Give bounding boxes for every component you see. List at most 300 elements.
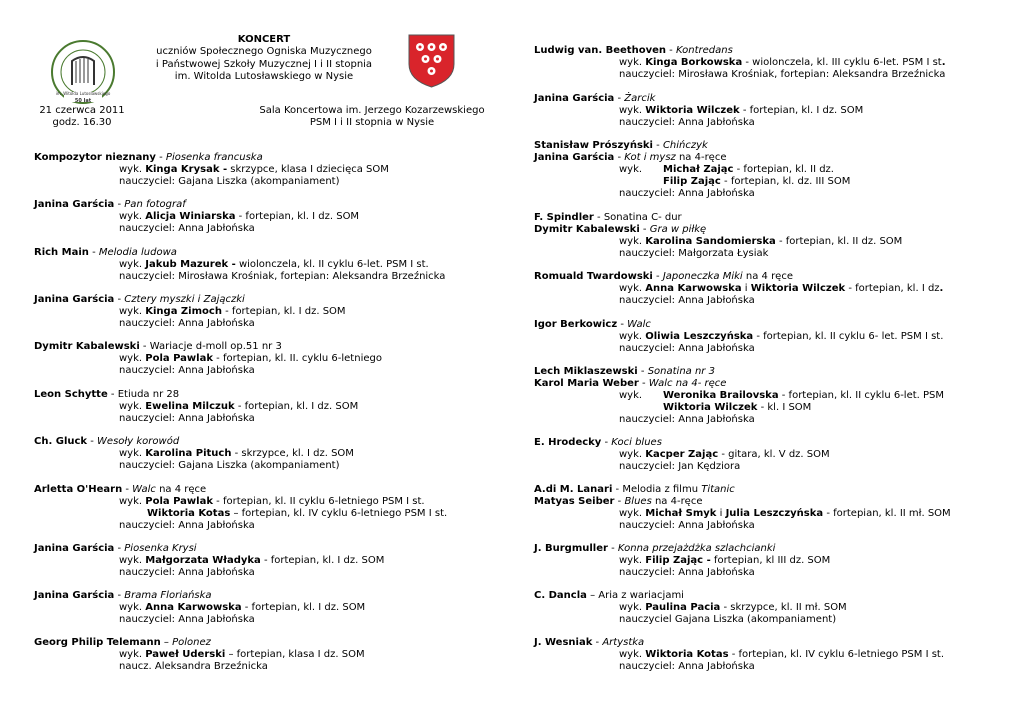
program-item <box>34 294 346 330</box>
performer-name: Weronika Brailovska <box>663 390 779 401</box>
performer-detail: - fortepian, kl. I dz. SOM <box>241 602 366 613</box>
wyk-label: wyk. <box>619 164 643 175</box>
performer-prefix: nauczyciel: Jan Kędziora <box>619 461 741 472</box>
separator: - <box>617 319 628 330</box>
logo-name: im. Witolda Lutosławskiego <box>55 91 111 96</box>
performer-line <box>34 306 346 318</box>
performer-prefix: wyk. <box>119 555 146 566</box>
composer-name: F. Spindler <box>534 212 594 223</box>
program-item <box>34 436 354 472</box>
performer-prefix: wyk. <box>619 283 646 294</box>
performer-detail: - fortepian, kl. I dz. SOM <box>235 211 360 222</box>
piece-heading <box>34 590 365 602</box>
performer-name: Pola Pawlak <box>145 496 213 507</box>
header-line-3: im. Witolda Lutosławskiego w Nysie <box>174 70 354 82</box>
piece-title: Walc <box>627 319 651 330</box>
performer-detail: - fortepian, kl. dz. III SOM <box>720 176 851 187</box>
performer-prefix: wyk. <box>119 496 146 507</box>
piece-heading <box>34 637 365 649</box>
piece-title: Walc <box>132 484 156 495</box>
performer-prefix: nauczyciel: Anna Jabłońska <box>119 365 255 376</box>
conjunction: i <box>741 283 751 294</box>
performer-line <box>534 105 863 117</box>
piece-title: Wesoły korowód <box>97 436 180 447</box>
piece-heading <box>534 366 944 378</box>
performer-prefix: nauczyciel: Anna Jabłońska <box>119 567 255 578</box>
piece-heading <box>534 496 951 508</box>
piece-heading <box>534 437 830 449</box>
performer-line <box>534 248 902 260</box>
performer-line <box>34 508 447 520</box>
performer-name: Wiktoria Wilczek <box>663 402 758 413</box>
performer-prefix: naucz. Aleksandra Brzeźnicka <box>119 661 268 672</box>
program-item <box>534 637 944 673</box>
performer-line <box>34 353 382 365</box>
program-item <box>34 637 365 673</box>
performer-line <box>34 164 389 176</box>
composer-name: Arletta O'Hearn <box>34 484 123 495</box>
performer-prefix: nauczyciel: Anna Jabłońska <box>119 223 255 234</box>
performer-line <box>534 614 847 626</box>
performer-line <box>534 449 830 461</box>
separator: - <box>139 341 150 352</box>
separator: - <box>122 484 133 495</box>
performer-line <box>534 602 847 614</box>
concert-date: 21 czerwca 2011 <box>39 105 125 116</box>
piece-heading <box>534 212 902 224</box>
piece-title: Chińczyk <box>662 140 708 151</box>
piece-title: Kot i mysz <box>624 152 676 163</box>
separator: - <box>638 378 649 389</box>
separator: - <box>601 437 612 448</box>
piece-title: Koci blues <box>611 437 662 448</box>
performer-line <box>534 331 943 343</box>
program-item <box>34 543 384 579</box>
piece-title: Konna przejażdżka szlachcianki <box>617 543 776 554</box>
performer-detail: - skrzypce, kl. I dz. SOM <box>231 448 354 459</box>
concert-time: godz. 16.30 <box>52 117 112 129</box>
performer-line <box>534 567 830 579</box>
performer-prefix: nauczyciel: Anna Jabłońska <box>619 567 755 578</box>
performer-prefix: wyk. <box>119 259 146 270</box>
performer-detail: - fortepian, kl. I dz. SOM <box>739 105 864 116</box>
performer-prefix: wyk. <box>119 164 146 175</box>
performer-line <box>534 57 946 69</box>
performer-line <box>534 661 944 673</box>
performer-name: Anna Karwowska <box>145 602 242 613</box>
piece-heading <box>534 484 951 496</box>
piece-heading <box>534 152 850 164</box>
performer-detail: – fortepian, klasa I dz. SOM <box>225 649 365 660</box>
performer-name: Wiktoria Kotas <box>645 649 729 660</box>
performer-name: Małgorzata Władyka <box>145 555 261 566</box>
composer-name: Romuald Twardowski <box>534 271 653 282</box>
performer-detail: - fortepian, kl. IV cyklu 6-letniego PSM I st. <box>728 649 945 660</box>
program-item <box>534 140 850 200</box>
performer-line <box>34 176 389 188</box>
program-item <box>34 199 359 235</box>
composer-name: Igor Berkowicz <box>534 319 618 330</box>
performer-line <box>34 649 365 661</box>
composer-name: Georg Philip Telemann <box>34 637 161 648</box>
performer-line <box>534 555 830 567</box>
concert-header <box>130 34 398 83</box>
performer-line <box>34 460 354 472</box>
performer-prefix: nauczyciel: Anna Jabłońska <box>119 318 255 329</box>
performer-name: Karolina Sandomierska <box>645 236 776 247</box>
performer-detail: - skrzypce, kl. II mł. SOM <box>720 602 847 613</box>
performer-prefix: nauczyciel: Małgorzata Łysiak <box>619 248 769 259</box>
program-item <box>534 366 944 426</box>
performer-prefix: wyk. <box>119 211 146 222</box>
performer-name: Julia Leszczyńska <box>725 508 824 519</box>
separator: – <box>160 637 173 648</box>
performer-line <box>534 461 830 473</box>
separator: - <box>612 484 623 495</box>
performer-prefix: nauczyciel: Mirosława Krośniak, fortepian: Aleksandra Brzeźnicka <box>119 271 446 282</box>
separator: - <box>639 224 650 235</box>
separator: - <box>614 93 625 104</box>
separator: - <box>652 140 663 151</box>
performer-detail: . <box>941 57 946 68</box>
performer-name: Karolina Pituch <box>145 448 232 459</box>
concert-title: KONCERT <box>237 34 291 45</box>
performer-line <box>34 401 358 413</box>
piece-title-suffix: na 4-ręce <box>675 152 727 163</box>
wyk-label: wyk. <box>619 390 643 401</box>
composer-name: Rich Main <box>34 247 89 258</box>
performer-name: Michał Smyk <box>645 508 717 519</box>
piece-heading <box>34 152 389 164</box>
performer-detail: - fortepian, kl. II cyklu 6-let. PSM <box>778 390 945 401</box>
piece-heading <box>534 224 902 236</box>
performer-detail: - fortepian, kl. I dz. SOM <box>234 401 359 412</box>
performer-name: Filip Zając <box>663 176 721 187</box>
program-item <box>34 341 382 377</box>
performer-detail: wiolonczela, kl. II cyklu 6-let. PSM I st. <box>235 259 429 270</box>
performer-prefix: nauczyciel: Anna Jabłońska <box>119 520 255 531</box>
program-item <box>534 93 863 129</box>
piece-title: Brama Floriańska <box>124 590 212 601</box>
performer-name: Wiktoria Wilczek <box>750 283 846 294</box>
performer-name: Wiktoria Kotas <box>147 508 231 519</box>
performer-line <box>34 223 359 235</box>
piece-title: Aria z wariacjami <box>598 590 684 601</box>
performer-name: Alicja Winiarska <box>145 211 236 222</box>
piece-title: Etiuda nr 28 <box>117 389 180 400</box>
conjunction: i <box>716 508 726 519</box>
performer-detail: fortepian, kl III dz. SOM <box>710 555 831 566</box>
separator: - <box>666 45 676 56</box>
header-line-1: uczniów Społecznego Ogniska Muzycznego <box>156 46 372 58</box>
performer-detail: skrzypce, klasa I dziecięca SOM <box>227 164 389 175</box>
logo-years: 50 lat <box>74 98 92 104</box>
separator: - <box>107 389 118 400</box>
performer-prefix: wyk. <box>619 602 646 613</box>
performer-detail: - fortepian, kl. I dz. SOM <box>221 306 346 317</box>
piece-heading <box>534 271 943 283</box>
performer-line <box>34 567 384 579</box>
performer-name: Anna Karwowska <box>645 283 742 294</box>
separator: - <box>114 590 125 601</box>
composer-name: Dymitr Kabalewski <box>534 224 640 235</box>
performer-line <box>34 614 365 626</box>
performer-detail: - fortepian, kl. I dz <box>845 283 940 294</box>
separator: - <box>155 152 166 163</box>
performer-line <box>534 343 943 355</box>
performer-prefix: wyk. <box>119 353 146 364</box>
venue-line-2: PSM I i II stopnia w Nysie <box>309 117 435 129</box>
performer-line <box>534 188 850 200</box>
piece-title: Gra w piłkę <box>649 224 707 235</box>
separator: - <box>614 496 625 507</box>
piece-heading <box>34 543 384 555</box>
header-line-2: i Państwowej Szkoły Muzycznej I i II stopnia <box>155 58 373 70</box>
performer-prefix: nauczyciel: Gajana Liszka (akompaniament) <box>119 176 340 187</box>
composer-name: Stanisław Prószyński <box>534 140 653 151</box>
piece-title: Sonatina nr 3 <box>647 366 715 377</box>
performer-line <box>34 365 382 377</box>
performer-name: Jakub Mazurek - <box>145 259 236 270</box>
piece-title: Sonatina C- dur <box>603 212 682 223</box>
composer-name: Matyas Seiber <box>534 496 615 507</box>
performer-line <box>34 520 447 532</box>
performer-prefix: nauczyciel: Anna Jabłońska <box>619 414 755 425</box>
performer-name: Ewelina Milczuk <box>145 401 235 412</box>
program-item <box>534 212 902 260</box>
composer-name: Ludwig van. Beethoven <box>534 45 666 56</box>
separator: - <box>593 212 604 223</box>
composer-name: Lech Miklaszewski <box>534 366 638 377</box>
piece-title: Walc na 4- ręce <box>648 378 727 389</box>
program-item <box>534 590 847 626</box>
school-logo <box>50 39 116 105</box>
performer-line <box>34 496 447 508</box>
piece-heading <box>34 294 346 306</box>
separator: – <box>586 590 599 601</box>
town-crest <box>408 34 455 88</box>
piece-title: Kontredans <box>675 45 733 56</box>
piece-heading <box>534 543 830 555</box>
piece-title: Blues <box>624 496 652 507</box>
performer-line <box>534 236 902 248</box>
performer-name: Wiktoria Wilczek <box>645 105 740 116</box>
separator: - <box>614 152 625 163</box>
program-item <box>34 484 447 532</box>
piece-heading <box>534 93 863 105</box>
program-item <box>534 319 943 355</box>
composer-name: Dymitr Kabalewski <box>34 341 140 352</box>
performer-detail: . <box>939 283 944 294</box>
performer-line <box>534 520 951 532</box>
performer-prefix: wyk. <box>619 649 646 660</box>
composer-name: E. Hrodecky <box>534 437 602 448</box>
piece-title: Japoneczka Miki <box>662 271 743 282</box>
performer-prefix: nauczyciel: Anna Jabłońska <box>619 117 755 128</box>
performer-detail: - wiolonczela, kl. III cyklu 6-let. PSM I st <box>742 57 942 68</box>
piece-title: Polonez <box>172 637 211 648</box>
performer-prefix: nauczyciel Gajana Liszka (akompaniament) <box>619 614 837 625</box>
performer-prefix: wyk. <box>119 306 146 317</box>
performer-prefix: nauczyciel: Anna Jabłońska <box>619 295 755 306</box>
piece-title: Titanic <box>701 484 735 495</box>
performer-line <box>34 555 384 567</box>
performer-line <box>34 602 365 614</box>
separator: - <box>88 247 99 258</box>
piece-title: Wariacje d-moll op.51 nr 3 <box>149 341 282 352</box>
performer-name: Kinga Krysak - <box>145 164 228 175</box>
piece-heading <box>34 341 382 353</box>
performer-line <box>534 117 863 129</box>
performer-line <box>534 414 944 426</box>
performer-prefix: wyk. <box>619 57 646 68</box>
performer-prefix: wyk. <box>119 448 146 459</box>
piece-title-suffix: na 4 ręce <box>155 484 207 495</box>
performer-line <box>34 661 365 673</box>
performer-prefix: wyk. <box>619 236 646 247</box>
piece-heading <box>534 637 944 649</box>
piece-heading <box>34 199 359 211</box>
performer-line <box>534 69 946 81</box>
separator: - <box>114 543 125 554</box>
performer-prefix: nauczyciel: Anna Jabłońska <box>619 520 755 531</box>
performer-detail: - kl. I SOM <box>757 402 812 413</box>
performer-line <box>34 448 354 460</box>
piece-title: Melodia ludowa <box>98 247 177 258</box>
performer-line <box>534 402 944 414</box>
separator: - <box>607 543 618 554</box>
performer-line <box>34 259 445 271</box>
performer-line <box>534 283 943 295</box>
performer-detail: - fortepian, kl. II dz. <box>733 164 834 175</box>
composer-name: Janina Garścia <box>34 543 115 554</box>
separator: - <box>637 366 648 377</box>
performer-prefix: wyk. <box>119 401 146 412</box>
composer-name: Janina Garścia <box>34 590 115 601</box>
performer-prefix: nauczyciel: Anna Jabłońska <box>119 413 255 424</box>
performer-line <box>534 390 944 402</box>
performer-line <box>34 211 359 223</box>
program-item <box>34 152 389 188</box>
piece-title: Melodia z filmu <box>622 484 702 495</box>
performer-prefix: wyk. <box>119 649 146 660</box>
performer-detail: - fortepian, kl. I dz. SOM <box>260 555 385 566</box>
performer-line <box>34 318 346 330</box>
piece-title-suffix: na 4 ręce <box>742 271 793 282</box>
program-item <box>34 247 445 283</box>
program-item <box>534 45 946 81</box>
piece-heading <box>534 45 946 57</box>
venue-line-1: Sala Koncertowa im. Jerzego Kozarzewskiego <box>259 105 485 116</box>
piece-title: Piosenka Krysi <box>124 543 197 554</box>
performer-line <box>534 649 944 661</box>
composer-name: Janina Garścia <box>34 294 115 305</box>
performer-detail: - fortepian, kl. II mł. SOM <box>823 508 951 519</box>
piece-heading <box>34 484 447 496</box>
performer-line <box>34 413 358 425</box>
date-time <box>34 105 130 130</box>
performer-name: Kacper Zając <box>645 449 719 460</box>
performer-name: Kinga Borkowska <box>645 57 743 68</box>
composer-name: Karol Maria Weber <box>534 378 639 389</box>
performer-detail: - gitara, kl. V dz. SOM <box>718 449 830 460</box>
program-item <box>534 543 830 579</box>
performer-line <box>534 295 943 307</box>
performer-prefix: nauczyciel: Anna Jabłońska <box>619 343 755 354</box>
performer-prefix: wyk. <box>619 508 646 519</box>
performer-prefix: nauczyciel: Anna Jabłońska <box>119 614 255 625</box>
program-item <box>534 484 951 532</box>
performer-line <box>534 164 850 176</box>
performer-prefix: wyk. <box>619 331 646 342</box>
separator: - <box>87 436 98 447</box>
performer-detail: - fortepian, kl. II cyklu 6-letniego PSM I st. <box>212 496 425 507</box>
piece-title-suffix: na 4-ręce <box>651 496 703 507</box>
piece-title: Piosenka francuska <box>165 152 263 163</box>
composer-name: Ch. Gluck <box>34 436 88 447</box>
piece-heading <box>534 590 847 602</box>
performer-prefix: wyk. <box>619 105 646 116</box>
program-item <box>534 437 830 473</box>
piece-heading <box>34 389 358 401</box>
composer-name: Kompozytor nieznany <box>34 152 156 163</box>
composer-name: A.di M. Lanari <box>534 484 613 495</box>
performer-detail: – fortepian, kl. IV cyklu 6-letniego PSM I st. <box>230 508 448 519</box>
performer-name: Paulina Pacia <box>645 602 721 613</box>
performer-name: Paweł Uderski <box>145 649 226 660</box>
piece-heading <box>534 378 944 390</box>
composer-name: J. Burgmuller <box>534 543 608 554</box>
composer-name: J. Wesniak <box>534 637 593 648</box>
performer-detail: - fortepian, kl. II cyklu 6- let. PSM I st. <box>753 331 944 342</box>
piece-title: Żarcik <box>624 93 656 104</box>
composer-name: Leon Schytte <box>34 389 108 400</box>
separator: - <box>592 637 603 648</box>
performer-prefix: nauczyciel: Gajana Liszka (akompaniament) <box>119 460 340 471</box>
performer-name: Michał Zając <box>663 164 734 175</box>
performer-prefix: wyk. <box>119 602 146 613</box>
performer-prefix: nauczyciel: Anna Jabłońska <box>619 661 755 672</box>
separator: - <box>652 271 663 282</box>
performer-line <box>534 508 951 520</box>
program-item <box>534 271 943 307</box>
venue <box>255 105 489 130</box>
piece-heading <box>34 436 354 448</box>
separator: - <box>114 294 125 305</box>
composer-name: Janina Garścia <box>534 93 615 104</box>
piece-title: Cztery myszki i Zajączki <box>124 294 245 305</box>
performer-name: Kinga Zimoch <box>145 306 222 317</box>
program-item <box>34 590 365 626</box>
performer-prefix: nauczyciel: Anna Jabłońska <box>619 188 755 199</box>
piece-heading <box>34 247 445 259</box>
piece-heading <box>534 140 850 152</box>
performer-name: Filip Zając - <box>645 555 711 566</box>
performer-line <box>34 271 445 283</box>
program-item <box>34 389 358 425</box>
composer-name: Janina Garścia <box>34 199 115 210</box>
performer-name: Oliwia Leszczyńska <box>645 331 754 342</box>
performer-prefix: nauczyciel: Mirosława Krośniak, fortepian: Aleksandra Brzeźnicka <box>619 69 946 80</box>
performer-prefix: wyk. <box>619 555 646 566</box>
performer-detail: - fortepian, kl. II. cyklu 6-letniego <box>212 353 382 364</box>
performer-line <box>534 176 850 188</box>
composer-name: C. Dancla <box>534 590 587 601</box>
performer-detail: - fortepian, kl. II dz. SOM <box>775 236 903 247</box>
performer-name: Pola Pawlak <box>145 353 213 364</box>
piece-title: Pan fotograf <box>124 199 186 210</box>
performer-prefix: wyk. <box>619 449 646 460</box>
